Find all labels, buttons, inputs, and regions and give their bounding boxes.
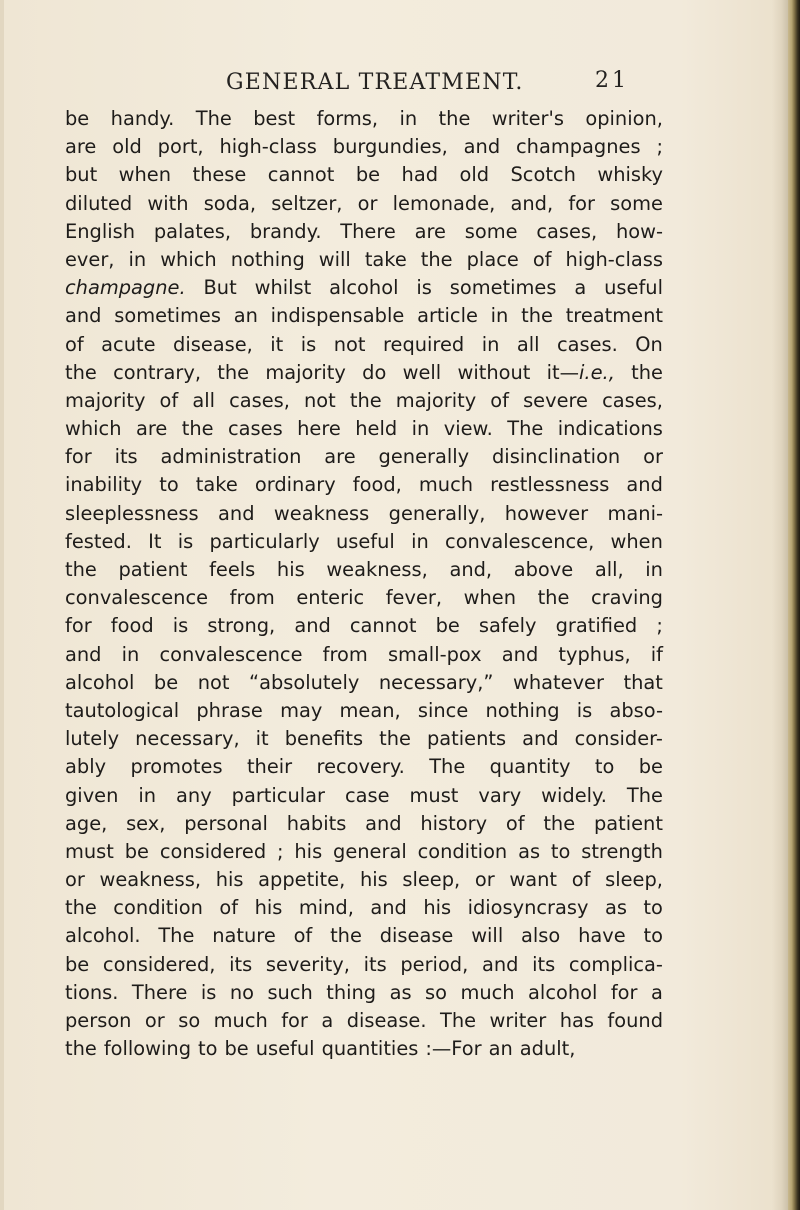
text-line: convalescence from enteric fever, when the craving [65, 586, 663, 610]
text-line: the contrary, the majority do well without it—i.e., the [65, 360, 663, 384]
text-line: given in any particular case must vary widely. The [65, 783, 663, 807]
text-line: alcohol. The nature of the disease will also have to [65, 924, 663, 948]
body-text [65, 105, 663, 1063]
text-line: be handy. The best forms, in the writer's opinion, [65, 107, 663, 130]
text-line: age, sex, personal habits and history of the patient [65, 811, 663, 835]
text-line: the following to be useful quantities :—For an adult, [65, 1037, 576, 1061]
text-line: and in convalescence from small-pox and typhus, if [65, 642, 663, 666]
text-line: sleeplessness and weakness generally, however mani- [65, 501, 663, 525]
text-line: of acute disease, it is not required in all cases. On [65, 332, 663, 356]
text-line: tions. There is no such thing as so much alcohol for a [65, 980, 663, 1004]
page-left-edge [0, 0, 4, 1210]
text-line: English palates, brandy. There are some cases, how- [65, 219, 663, 243]
text-line: fested. It is particularly useful in convalescence, when [65, 529, 663, 553]
text-line: diluted with soda, seltzer, or lemonade, and, for some [65, 191, 663, 215]
text-line: majority of all cases, not the majority of severe cases, [65, 388, 663, 412]
text-line: ever, in which nothing will take the place of high-class [65, 247, 663, 271]
text-line: must be considered ; his general condition as to strength [65, 839, 663, 863]
text-line: the condition of his mind, and his idiosyncrasy as to [65, 896, 663, 920]
text-line: alcohol be not “absolutely necessary,” whatever that [65, 670, 663, 694]
text-line: the patient feels his weakness, and, above all, in [65, 558, 663, 581]
text-line: inability to take ordinary food, much restlessness and [65, 473, 663, 497]
text-line: or weakness, his appetite, his sleep, or want of sleep, [65, 868, 663, 892]
book-binding [788, 0, 800, 1210]
gutter-shadow [772, 0, 788, 1210]
text-line: ably promotes their recovery. The quantity to be [65, 755, 663, 779]
text-line: for food is strong, and cannot be safely gratified ; [65, 614, 663, 638]
running-head: GENERAL TREATMENT. [226, 70, 524, 95]
text-line: person or so much for a disease. The writer has found [65, 1009, 663, 1032]
text-line: champagne. But whilst alcohol is sometimes a useful [65, 276, 663, 300]
text-line: are old port, high-class burgundies, and champagnes ; [65, 135, 663, 159]
text-line: be considered, its severity, its period, and its complica- [65, 952, 663, 976]
text-line: which are the cases here held in view. The indications [65, 417, 663, 441]
text-line: for its administration are generally disinclination or [65, 445, 663, 469]
text-line: lutely necessary, it benefits the patients and consider- [65, 727, 663, 751]
text-line: tautological phrase may mean, since nothing is abso- [65, 698, 663, 722]
text-line: and sometimes an indispensable article in the treatment [65, 304, 663, 328]
page-number: 21 [595, 68, 629, 93]
text-line: but when these cannot be had old Scotch whisky [65, 163, 663, 187]
